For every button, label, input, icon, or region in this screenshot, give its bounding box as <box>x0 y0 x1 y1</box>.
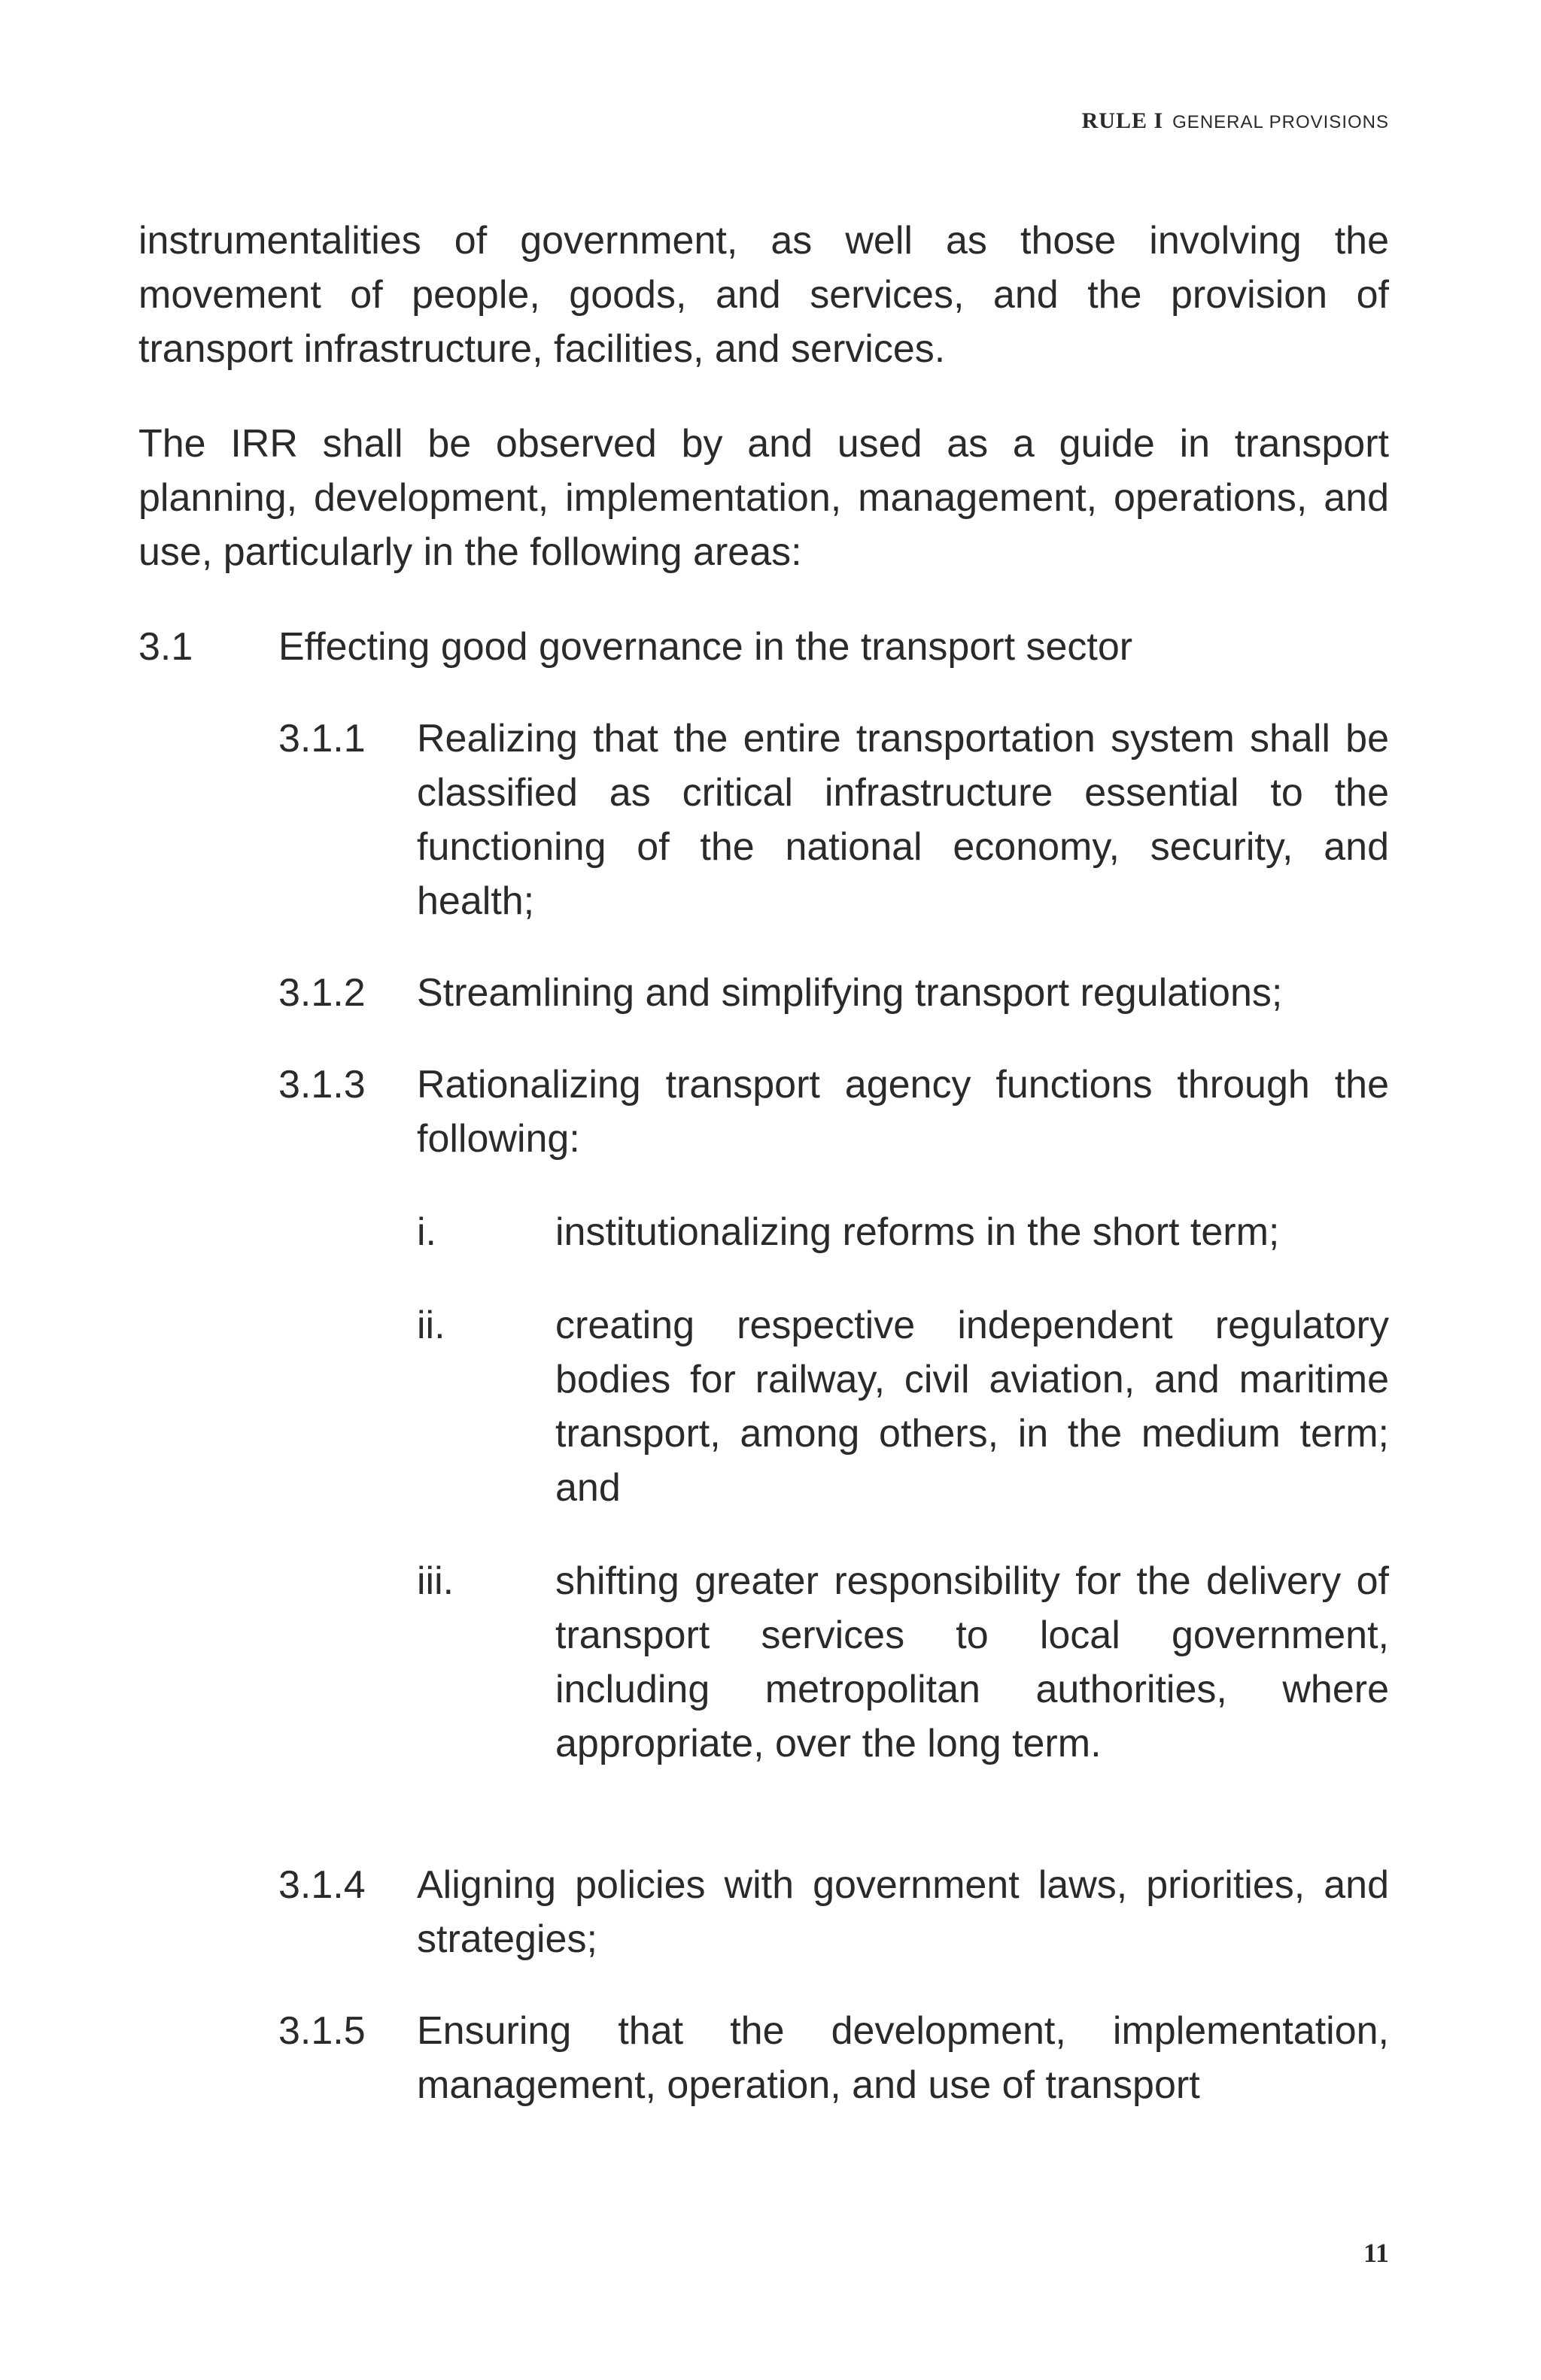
running-header <box>1082 108 1389 134</box>
list-item <box>278 2004 1389 2112</box>
section-item <box>138 620 1389 674</box>
sublist-number: ii. <box>417 1304 445 1347</box>
sublist-item <box>417 1554 1389 1771</box>
item-text: Rationalizing transport agency functions through the following: <box>417 1063 1389 1161</box>
list-item <box>278 966 1389 1020</box>
sublist-item <box>417 1205 1389 1259</box>
header-rule: RULE I <box>1081 108 1164 133</box>
sublist-text: institutionalizing reforms in the short term; <box>555 1210 1280 1254</box>
page-number: 11 <box>1363 2238 1389 2268</box>
sublist-text: creating respective independent regulatory bodies for railway, civil aviation, and maritime transport, among others, in the medium term; and <box>555 1304 1389 1510</box>
paragraph: The IRR shall be observed by and used as a guide in transport planning, development, implementation, management, operations, and use, particularly in the following areas: <box>138 422 1389 574</box>
list-item <box>278 1058 1389 1166</box>
item-text: Ensuring that the development, implementation, management, operation, and use of transport <box>417 2009 1389 2107</box>
item-text: Aligning policies with government laws, priorities, and strategies; <box>417 1863 1389 1961</box>
item-number: 3.1.3 <box>278 1063 366 1107</box>
sublist-number: i. <box>417 1210 436 1254</box>
item-number: 3.1.1 <box>278 717 366 760</box>
list-item <box>278 712 1389 928</box>
item-number: 3.1.5 <box>278 2009 366 2053</box>
item-number: 3.1.4 <box>278 1863 366 1907</box>
section-number: 3.1 <box>138 625 193 669</box>
item-text: Streamlining and simplifying transport regulations; <box>417 971 1283 1015</box>
page-content <box>138 214 1389 2112</box>
sublist-text: shifting greater responsibility for the delivery of transport services to local government, including metropolitan authorities, where appropriate, over the long term. <box>555 1559 1389 1765</box>
sublist-number: iii. <box>417 1559 454 1603</box>
section-text: Effecting good governance in the transport sector <box>278 625 1133 669</box>
paragraph: instrumentalities of government, as well as those involving the movement of people, goods, and services, and the provision of transport infrastructure, facilities, and services. <box>138 219 1389 371</box>
list-item <box>278 1858 1389 1966</box>
item-text: Realizing that the entire transportation system shall be classified as critical infrastructure essential to the functioning of the national economy, security, and health; <box>417 717 1389 923</box>
header-section: GENERAL PROVISIONS <box>1172 112 1389 132</box>
sublist-item <box>417 1298 1389 1515</box>
item-number: 3.1.2 <box>278 971 366 1015</box>
